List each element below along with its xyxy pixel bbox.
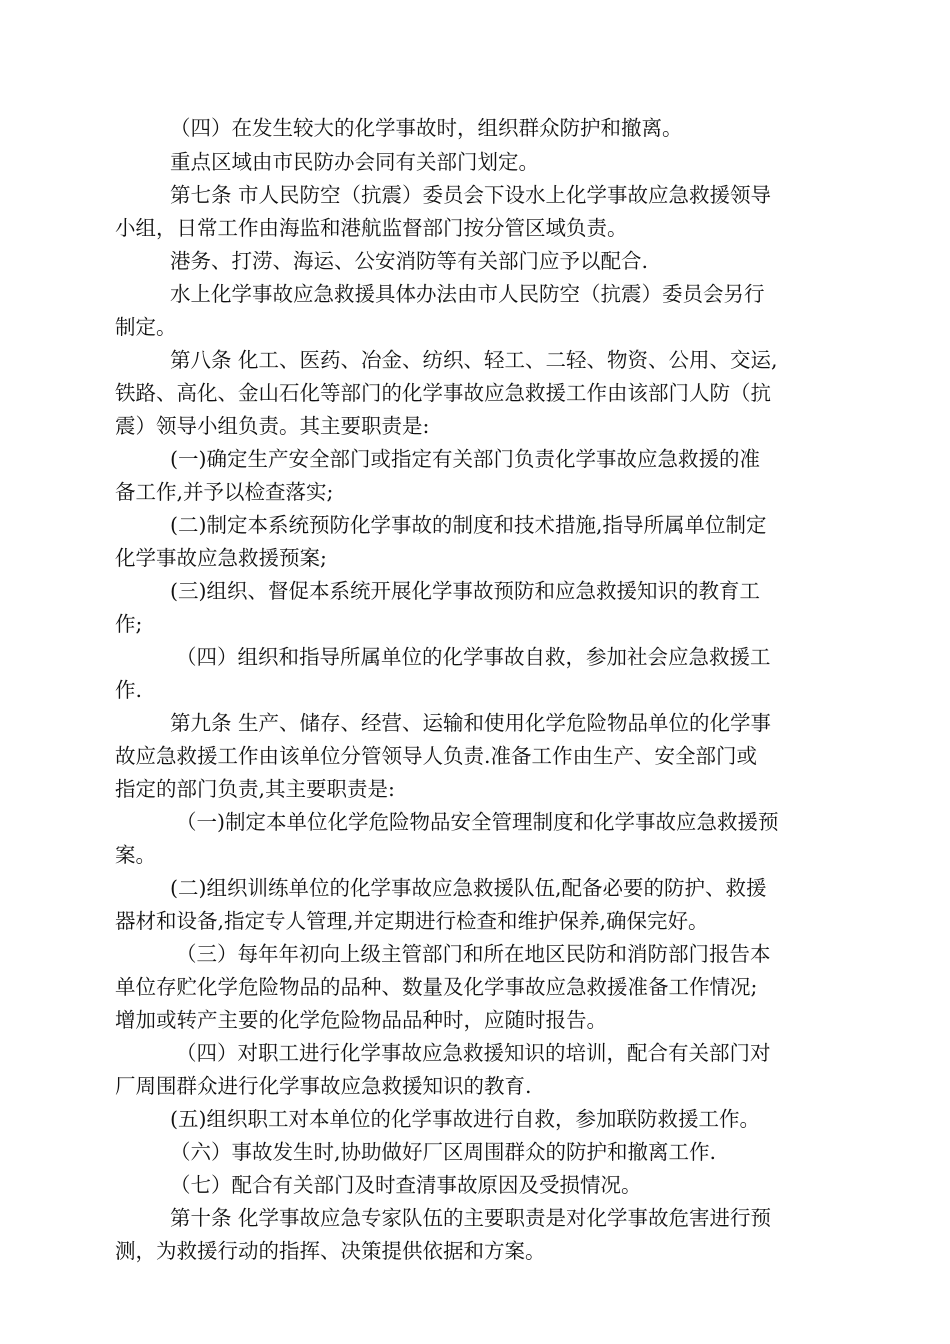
text-line: 增加或转产主要的化学危险物品品种时，应随时报告。 [115,1008,607,1032]
text-line: （四）对职工进行化学事故应急救援知识的培训，配合有关部门对 [176,1041,771,1065]
text-line: 铁路、高化、金山石化等部门的化学事故应急救援工作由该部门人防（抗 [115,381,771,405]
text-line: 制定。 [115,315,177,339]
text-line: （七）配合有关部门及时查清事故原因及受损情况。 [170,1173,642,1197]
text-line: （四）组织和指导所属单位的化学事故自救，参加社会应急救援工 [176,645,771,669]
text-line: 震）领导小组负责。其主要职责是: [115,414,430,438]
text-line: 港务、打涝、海运、公安消防等有关部门应予以配合. [170,249,649,273]
text-line: 厂周围群众进行化学事故应急救援知识的教育. [115,1074,532,1098]
text-line: 重点区域由市民防办会同有关部门划定。 [170,150,539,174]
text-line: (二)组织训练单位的化学事故应急救援队伍,配备必要的防护、救援 [170,876,767,900]
text-line: 故应急救援工作由该单位分管领导人负责.准备工作由生产、安全部门或 [115,744,758,768]
text-line: (二)制定本系统预防化学事故的制度和技术措施,指导所属单位制定 [170,513,767,537]
text-line: (三)组织、督促本系统开展化学事故预防和应急救援知识的教育工 [170,579,760,603]
text-line: 水上化学事故应急救援具体办法由市人民防空（抗震）委员会另行 [170,282,765,306]
text-line: 指定的部门负责,其主要职责是: [115,777,395,801]
text-line: (一)确定生产安全部门或指定有关部门负责化学事故应急救援的准 [170,447,760,471]
text-line: (五)组织职工对本单位的化学事故进行自救，参加联防救援工作。 [170,1107,760,1131]
text-line: 备工作,并予以检查落实; [115,480,334,504]
text-line: （四）在发生较大的化学事故时，组织群众防护和撤离。 [170,116,683,140]
text-line: 第九条 生产、储存、经营、运输和使用化学危险物品单位的化学事 [170,711,772,735]
text-line: 化学事故应急救援预案; [115,546,327,570]
text-line: （六）事故发生时,协助做好厂区周围群众的防护和撤离工作. [170,1140,717,1164]
text-line: 器材和设备,指定专人管理,并定期进行检查和维护保养,确保完好。 [115,909,709,933]
text-line: 第七条 市人民防空（抗震）委员会下设水上化学事故应急救援领导 [170,183,772,207]
text-line: （三）每年年初向上级主管部门和所在地区民防和消防部门报告本 [176,942,771,966]
text-line: 第十条 化学事故应急专家队伍的主要职责是对化学事故危害进行预 [170,1206,772,1230]
text-line: 单位存贮化学危险物品的品种、数量及化学事故应急救援准备工作情况; [115,975,758,999]
text-line: 案。 [115,843,156,867]
text-line: 测，为救援行动的指挥、决策提供依据和方案。 [115,1239,546,1263]
text-line: （一)制定本单位化学危险物品安全管理制度和化学事故应急救援预 [176,810,779,834]
text-line: 第八条 化工、医药、冶金、纺织、轻工、二轻、物资、公用、交运, [170,348,778,372]
text-line: 小组，日常工作由海监和港航监督部门按分管区域负责。 [115,216,628,240]
text-line: 作; [115,612,143,636]
text-line: 作. [115,678,143,702]
